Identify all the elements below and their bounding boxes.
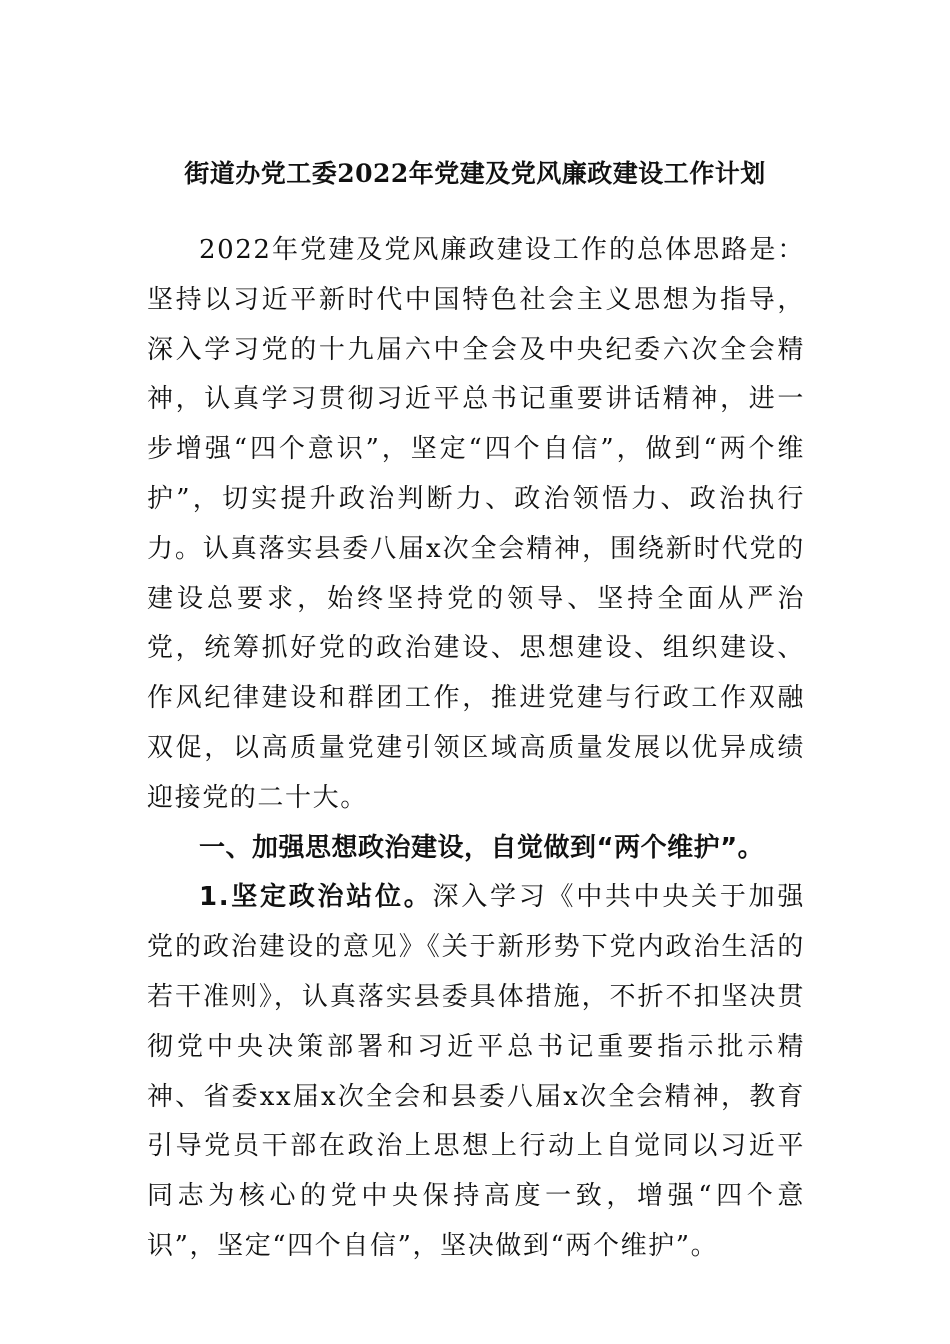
item-body: 深入学习《中共中央关于加强党的政治建设的意见》《关于新形势下党内政治生活的若干准则》，认真落实县委具体措施，不折不扣坚决贯彻党中央决策部署和习近平总书记重要指示批示精神、省委xx届x次全会和县委八届x次全会精神，教育引导党员干部在政治上思想上行动上自觉同以习近平同志为核心的党中央保持高度一致，增强“四个意识”，坚定“四个自信”，坚决做到“两个维护”。 (147, 882, 805, 1261)
document-body (147, 226, 805, 1272)
section-heading: 一、加强思想政治建设，自觉做到“两个维护”。 (199, 832, 765, 863)
intro-paragraph: 2022年党建及党风廉政建设工作的总体思路是：坚持以习近平新时代中国特色社会主义思想为指导，深入学习党的十九届六中全会及中央纪委六次全会精神，认真学习贯彻习近平总书记重要讲话精神，进一步增强“四个意识”，坚定“四个自信”，做到“两个维护”，切实提升政治判断力、政治领悟力、政治执行力。认真落实县委八届x次全会精神，围绕新时代党的建设总要求，始终坚持党的领导、坚持全面从严治党，统筹抓好党的政治建设、思想建设、组织建设、作风纪律建设和群团工作，推进党建与行政工作双融双促，以高质量党建引领区域高质量发展以优异成绩迎接党的二十大。 (147, 235, 805, 813)
document-title: 街道办党工委2022年党建及党风廉政建设工作计划 (184, 159, 766, 188)
item-lead: 1.坚定政治站位。 (199, 882, 433, 913)
item-paragraph (147, 873, 805, 1271)
